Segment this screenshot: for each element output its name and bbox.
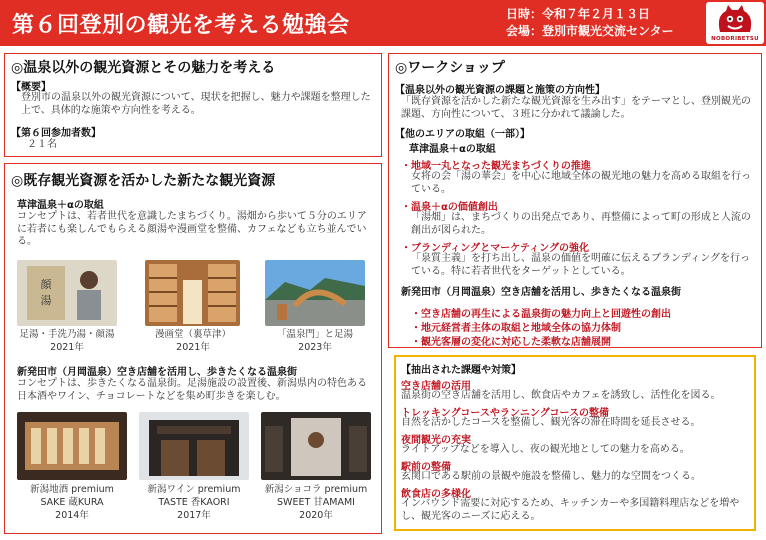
issue-1-text: 温泉街の空き店舗を活用し、飲食店やカフェを誘致し、活性化を図る。 [401,390,721,401]
onsen-gate-photo [265,260,365,326]
chocolate-shop-caption-line2: SWEET 甘AMAMI [277,497,355,508]
kusatsu-item-2-heading: ・温泉＋αの価値創出 [401,202,498,213]
overview-text: 登別市の温泉以外の観光資源について、現状を把握し、魅力や課題を整理した上で、具体的な施策や方向性を考える。 [21,92,371,116]
wine-shop-year: 2017年 [177,510,211,521]
event-date: 日時：令和７年２月１３日 [506,7,651,21]
onsen-gate-caption: 「温泉門」と足湯 [276,329,353,340]
chocolate-shop-photo [261,412,371,480]
workshop-niigata-heading: 新発田市（月岡温泉）空き店舗を活用し、歩きたくなる温泉街 [401,287,681,298]
sake-shop-photo [17,412,127,480]
wine-shop-caption-line2: TASTE 香KAORI [158,497,230,508]
kusatsu-item-2-text: 「湯畑」は、まちづくりの出発点であり、再整備によって町の形成と人流の創出が図られた。 [411,212,751,236]
footbath-photo [17,260,117,326]
kusatsu-heading: 草津温泉＋αの取組 [17,200,104,211]
footbath-year: 2021年 [50,342,84,353]
niigata-item-1: ・空き店舗の再生による温泉街の魅力向上と回遊性の創出 [411,309,671,320]
niigata-item-3: ・観光客層の変化に対応した柔軟な店舗展開 [411,337,611,348]
wine-shop-photo [139,412,249,480]
issue-4-text: 玄関口である駅前の景観や施設を整備し、魅力的な空間をつくる。 [401,471,701,482]
page-title: 第６回登別の観光を考える勉強会 [12,13,350,38]
issue-3-heading: 夜間観光の充実 [401,435,471,446]
issue-1-heading: 空き店舗の活用 [401,381,471,392]
workshop-kusatsu-heading: 草津温泉＋αの取組 [409,144,496,155]
issue-5-text: インバウンド需要に対応するため、キッチンカーや多国籍料理店などを増やし、観光客のニーズに応える。 [401,498,740,522]
manga-library-caption: 漫画堂（裏草津） [154,329,231,340]
overview-panel [4,53,382,157]
svg-text:顔: 顔 [40,278,52,291]
wine-shop-caption-line1: 新潟ワイン premium [147,484,241,495]
noboribetsu-logo [706,2,764,44]
manga-library-photo [145,260,240,326]
sake-shop-caption-line2: SAKE 蔵KURA [40,497,104,508]
new-resources-panel [4,163,382,534]
issue-5-heading: 飲食店の多様化 [401,489,471,500]
chocolate-shop-caption-line1: 新潟ショコラ premium [264,484,368,495]
kusatsu-item-3-text: 「泉質主義」を打ち出し、温泉の価値を明確に伝えるブランディングを行っている。特に若者世代をターゲットとしている。 [411,253,750,277]
event-venue: 会場：登別市観光交流センター [506,24,674,38]
niigata-item-2: ・地元経営者主体の取組と地域全体の協力体制 [411,323,621,334]
sake-shop-year: 2014年 [55,510,89,521]
event-info [506,6,674,40]
logo-text: NOBORIBETSU [711,36,759,42]
oni-logo-icon [706,2,764,36]
issue-3-text: ライトアップなどを導入し、夜の観光地としての魅力を高める。 [401,444,690,455]
participant-count-value: ２１名 [27,139,57,150]
extracted-issues-panel [394,355,756,531]
extracted-issues-label: 【抽出された課題や対策】 [401,365,521,376]
niigata-text: コンセプトは、歩きたくなる温泉街。足湯施設の設置後、新潟県内の特色ある日本酒やワイン、チョコレートなどを集め町歩きを楽しむ。 [17,378,367,402]
chocolate-shop-year: 2020年 [299,510,333,521]
manga-library-year: 2021年 [176,342,210,353]
issue-2-heading: トレッキングコースやランニングコースの整備 [401,408,609,419]
workshop-section1-label: 【温泉以外の観光資源の課題と施策の方向性】 [395,85,605,96]
kusatsu-item-3-heading: ・ブランディングとマーケティングの強化 [401,243,589,254]
issue-2-text: 自然を活かしたコースを整備し、観光客の滞在時間を延長させる。 [401,417,701,428]
issue-4-heading: 駅前の整備 [401,462,451,473]
header-bar [0,0,766,46]
workshop-panel [388,53,762,348]
kusatsu-text: コンセプトは、若者世代を意識したまちづくり。湯畑から歩いて５分のエリアに若者にも楽しんでもらえる顔湯や漫画堂を整備、カフェなども立ち並んでいる。 [17,211,367,247]
workshop-section1-text: 「既存資源を活かした新たな観光資源を生み出す」をテーマとし、登別観光の課題、方向性について、３班に分かれて議論した。 [401,96,751,120]
overview-panel-title: ◎温泉以外の観光資源とその魅力を考える [11,60,276,76]
sake-shop-caption-line1: 新潟地酒 premium [30,484,114,495]
kusatsu-item-1-text: 女将の会「湯の華会」を中心に地域全体の観光地の魅力を高める取組を行っている。 [411,171,751,195]
niigata-heading: 新発田市（月岡温泉）空き店舗を活用し、歩きたくなる温泉街 [17,367,297,378]
overview-label: 【概要】 [11,82,51,93]
new-resources-panel-title: ◎既存観光資源を活かした新たな観光資源 [11,173,276,189]
workshop-section2-label: 【他のエリアの取組（一部）】 [395,129,530,140]
svg-text:湯: 湯 [40,294,52,307]
workshop-panel-title: ◎ワークショップ [395,60,505,76]
kusatsu-item-1-heading: ・地域一丸となった観光まちづくりの推進 [401,161,591,172]
onsen-gate-year: 2023年 [298,342,332,353]
participant-count-label: 【第６回参加者数】 [11,128,101,139]
footbath-caption: 足湯・手洗乃湯・顔湯 [19,329,115,340]
